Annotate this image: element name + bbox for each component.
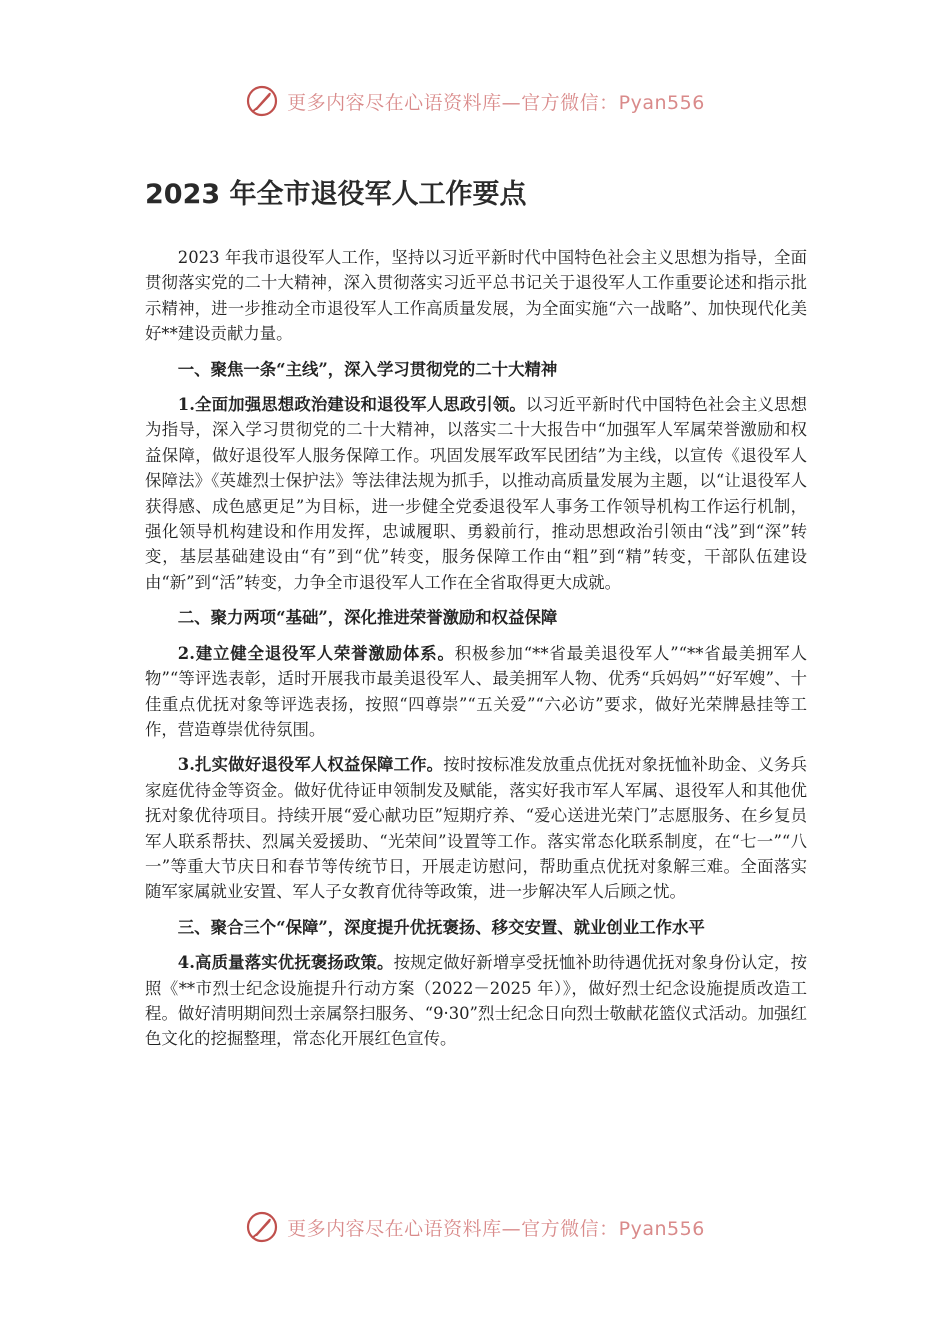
intro-paragraph: 2023 年我市退役军人工作，坚持以习近平新时代中国特色社会主义思想为指导，全面贯彻落实党的二十大精神，深入贯彻落实习近平总书记关于退役军人工作重要论述和指示批示精神，进一步推动全市退役军人工作高质量发展，为全面实施“六一战略”、加快现代化美好**建设贡献力量。 (145, 248, 807, 344)
item-body: 按规定做好新增享受抚恤补助待遇优抚对象身份认定，按照《**市烈士纪念设施提升行动方案（2022－2025 年）》，做好烈士纪念设施提质改造工程。做好清明期间烈士亲属祭扫服务、“9·30”烈士纪念日向烈士敬献花篮仪式活动。加强红色文化的挖掘整理，常态化开展红色宣传。 (145, 953, 807, 1049)
item-body: 以习近平新时代中国特色社会主义思想为指导，深入学习贯彻党的二十大精神，以落实二十大报告中“加强军人军属荣誉激励和权益保障，做好退役军人服务保障工作。巩固发展军政军民团结”为主线，以宣传《退役军人保障法》《英雄烈士保护法》等法律法规为抓手，以推动高质量发展为主题，以“让退役军人获得感、成色感更足”为目标，进一步健全党委退役军人事务工作领导机构工作运行机制，强化领导机构建设和作用发挥，忠诚履职、勇毅前行，推动思想政治引领由“浅”到“深”转变，基层基础建设由“有”到“优”转变，服务保障工作由“粗”到“精”转变，干部队伍建设由“新”到“活”转变，力争全市退役军人工作在全省取得更大成就。 (145, 395, 807, 592)
quill-pen-icon (245, 84, 279, 118)
watermark-header (0, 84, 950, 118)
watermark-footer (0, 1210, 950, 1244)
section-item (145, 950, 807, 1052)
document-body (145, 175, 807, 1062)
item-body: 按时按标准发放重点优抚对象抚恤补助金、义务兵家庭优待金等资金。做好优待证申领制发及赋能，落实好我市军人军属、退役军人和其他优抚对象优待项目。持续开展“爱心献功臣”短期疗养、“爱心送进光荣门”志愿服务、在乡复员军人联系帮扶、烈属关爱援助、“光荣间”设置等工作。落实常态化联系制度，在“七一”“八一”等重大节庆日和春节等传统节日，开展走访慰问，帮助重点优抚对象解三难。全面落实随军家属就业安置、军人子女教育优待等政策，进一步解决军人后顾之忧。 (145, 755, 807, 902)
section-item (145, 392, 807, 595)
item-lead: 4.高质量落实优抚褒扬政策。 (177, 953, 394, 973)
section-item (145, 641, 807, 743)
quill-pen-icon (245, 1210, 279, 1244)
item-lead: 3.扎实做好退役军人权益保障工作。 (177, 755, 444, 775)
section-item (145, 752, 807, 904)
watermark-text: 更多内容尽在心语资料库—官方微信：Pyan556 (287, 1217, 705, 1240)
item-lead: 2.建立健全退役军人荣誉激励体系。 (177, 643, 455, 663)
watermark-text: 更多内容尽在心语资料库—官方微信：Pyan556 (287, 91, 705, 114)
section-heading: 二、聚力两项“基础”，深化推进荣誉激励和权益保障 (177, 608, 558, 628)
item-body: 积极参加“**省最美退役军人”“**省最美拥军人物”“等评选表彰，适时开展我市最美退役军人、最美拥军人物、优秀“兵妈妈”“好军嫂”、十佳重点优抚对象等评选表扬，按照“四尊崇”“五关爱”“六必访”要求，做好光荣牌悬挂等工作，营造尊崇优待氛围。 (145, 643, 807, 739)
item-lead: 1.全面加强思想政治建设和退役军人思政引领。 (177, 395, 526, 415)
section-heading: 三、聚合三个“保障”，深度提升优抚褒扬、移交安置、就业创业工作水平 (177, 917, 705, 937)
document-title: 2023 年全市退役军人工作要点 (145, 179, 527, 210)
section-heading: 一、聚焦一条“主线”，深入学习贯彻党的二十大精神 (177, 359, 558, 379)
